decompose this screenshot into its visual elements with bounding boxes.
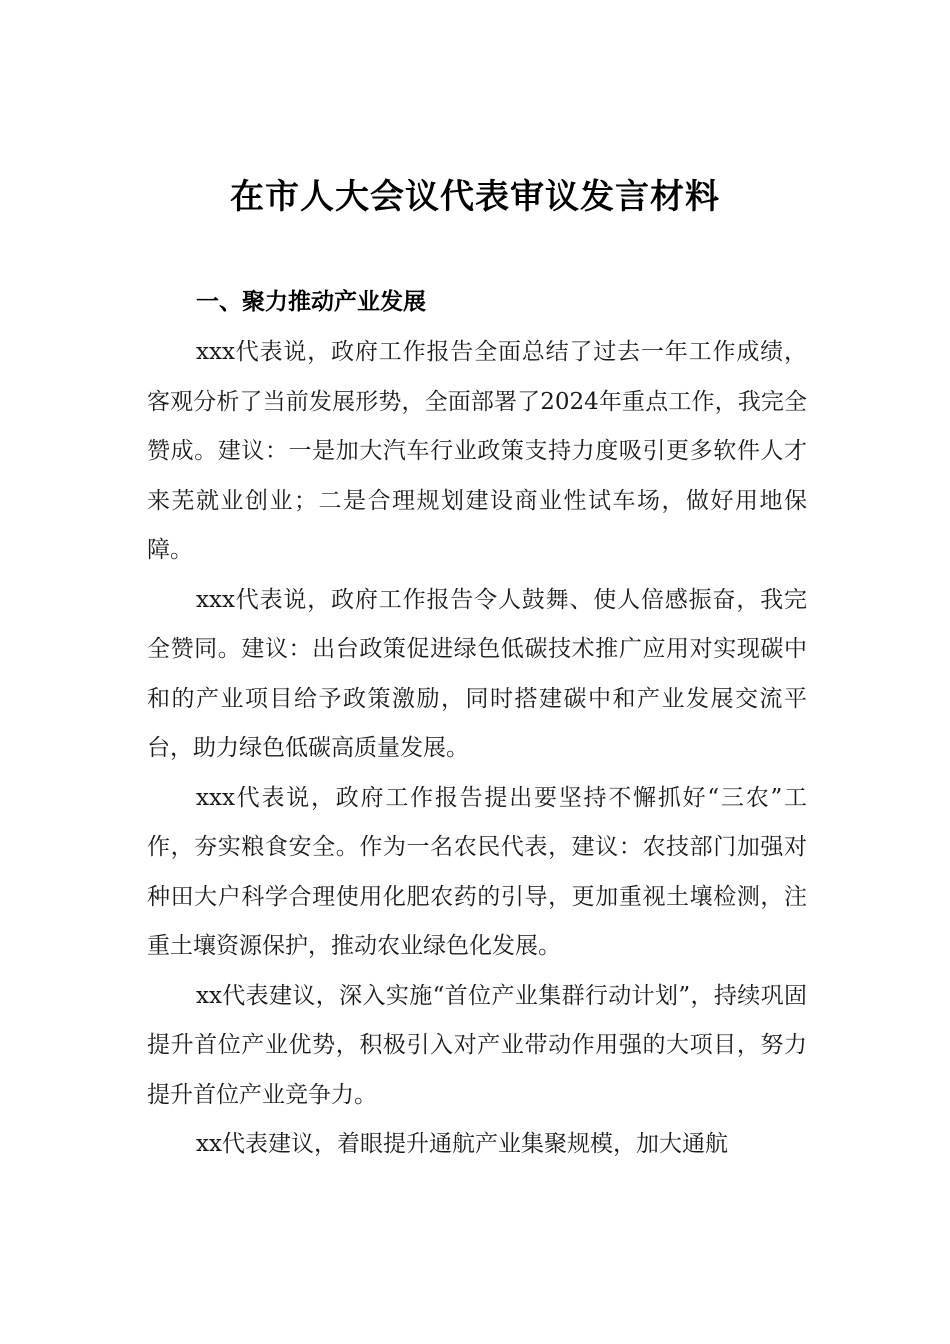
document-body: [147, 328, 807, 1170]
document-title: 在市人大会议代表审议发言材料: [230, 177, 720, 217]
paragraph-2: xxx代表说，政府工作报告令人鼓舞、使人倍感振奋，我完全赞同。建议：出台政策促进绿色低碳技术推广应用对实现碳中和的产业项目给予政策激励，同时搭建碳中和产业发展交流平台，助力绿色低碳高质量发展。: [147, 586, 807, 761]
paragraph-1: xxx代表说，政府工作报告全面总结了过去一年工作成绩，客观分析了当前发展形势，全面部署了2024年重点工作，我完全赞成。建议：一是加大汽车行业政策支持力度吸引更多软件人才来芜就业创业；二是合理规划建设商业性试车场，做好用地保障。: [147, 339, 807, 563]
section-heading: 一、聚力推动产业发展: [196, 289, 426, 315]
paragraph-3: xxx代表说，政府工作报告提出要坚持不懈抓好“三农”工作，夯实粮食安全。作为一名农民代表，建议：农技部门加强对种田大户科学合理使用化肥农药的引导，更加重视土壤检测，注重土壤资源保护，推动农业绿色化发展。: [147, 784, 807, 959]
paragraph-5: xx代表建议，着眼提升通航产业集聚规模，加大通航: [196, 1131, 728, 1157]
paragraph-4: xx代表建议，深入实施“首位产业集群行动计划”，持续巩固提升首位产业优势，积极引入对产业带动作用强的大项目，努力提升首位产业竞争力。: [147, 982, 807, 1108]
